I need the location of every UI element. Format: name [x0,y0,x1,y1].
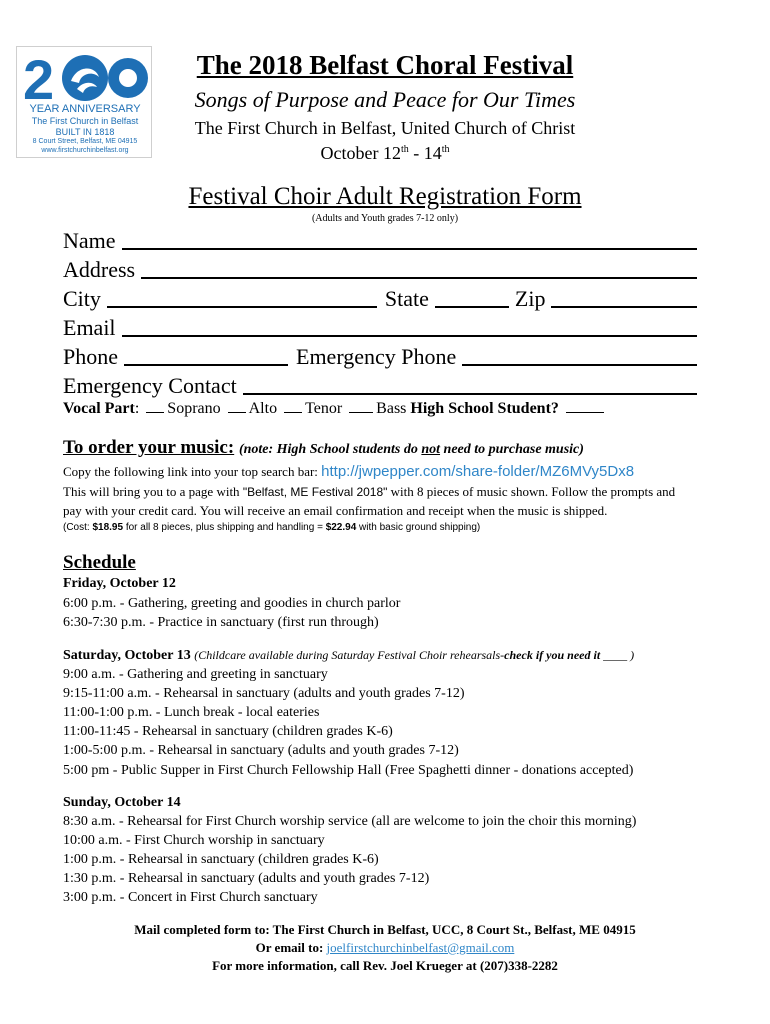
schedule-item: 9:15-11:00 a.m. - Rehearsal in sanctuary (adults and youth grades 7-12) [63,686,465,701]
cost-price: $18.95 [92,522,124,533]
phone-field[interactable] [124,364,288,366]
cost-total: $22.94 [325,522,357,533]
city-state-zip-row [63,284,699,312]
logo-web-text: www.firstchurchinbelfast.org [41,147,129,154]
instructions-post: with 8 pieces of music shown. Follow the prompts and [387,484,676,499]
music-heading-row [63,437,584,459]
logo-200-graphic [21,51,149,103]
cost-pre: (Cost: [63,522,93,533]
page-title: The 2018 Belfast Choral Festival [196,50,574,80]
phone-row [63,342,699,370]
svg-text:2: 2 [23,51,55,103]
address-field[interactable] [141,277,697,279]
high-school-blank[interactable] [566,411,604,413]
music-payment-line: pay with your credit card. You will receive an email confirmation and receipt when the music is shipped. [63,503,608,518]
email-label: Email [63,315,116,340]
vocal-part-row [63,400,703,418]
state-field[interactable] [435,306,509,308]
email-pre: Or email to: [255,940,327,955]
soprano-blank[interactable] [146,411,164,413]
vocal-part-colon: : [134,400,140,417]
schedule-item: 6:30-7:30 p.m. - Practice in sanctuary (first run through) [63,615,379,630]
music-link[interactable]: http://jwpepper.com/share-folder/MZ6MVy5Dx8 [321,463,635,480]
logo-anniversary-text: YEAR ANNIVERSARY [29,103,141,115]
email-field[interactable] [122,335,697,337]
schedule-item: 9:00 a.m. - Gathering and greeting in sanctuary [63,667,328,682]
soprano-label: Soprano [167,400,221,417]
date-start: October 12 [320,143,401,163]
emergency-contact-field[interactable] [243,393,697,395]
emergency-phone-label: Emergency Phone [296,344,457,369]
festival-dates [160,143,610,164]
logo-built-text: BUILT IN 1818 [55,127,115,137]
name-field[interactable] [122,248,697,250]
date-end: - 14 [408,143,442,163]
copy-link-line [63,463,634,480]
high-school-label: High School Student? [410,400,559,417]
music-heading: To order your music: [63,437,235,458]
form-title: Festival Choir Adult Registration Form [188,183,582,210]
festival-folder-name: "Belfast, ME Festival 2018" [242,485,388,499]
schedule-item: 11:00-1:00 p.m. - Lunch break - local eateries [63,705,320,720]
music-note-pre: (note: High School students do [238,442,422,457]
tenor-blank[interactable] [284,411,302,413]
state-label: State [384,286,429,311]
emergency-contact-label: Emergency Contact [63,373,237,398]
alto-blank[interactable] [228,411,246,413]
email-instructions [0,940,770,956]
music-note-post: need to purchase music) [440,442,584,457]
music-note-not: not [421,442,441,457]
form-note: (Adults and Youth grades 7-12 only) [311,213,459,224]
name-label: Name [63,228,116,253]
bass-blank[interactable] [349,411,373,413]
contact-email-link[interactable]: joelfirstchurchinbelfast@gmail.com [326,940,515,955]
cost-post: with basic ground shipping) [356,522,481,533]
email-row [63,313,699,341]
bass-label: Bass [376,400,407,417]
tenor-label: Tenor [305,400,343,417]
schedule-item: 6:00 p.m. - Gathering, greeting and goodies in church parlor [63,596,401,611]
church-name: The First Church in Belfast, United Church of Christ [194,118,576,138]
schedule-heading: Schedule [63,552,136,573]
date-start-suffix: th [400,144,409,155]
anniversary-logo [16,46,152,158]
schedule-item: 1:00 p.m. - Rehearsal in sanctuary (children grades K-6) [63,852,379,867]
logo-address-text: 8 Court Street, Belfast, ME 04915 [32,138,138,145]
mail-instructions: Mail completed form to: The First Church in Belfast, UCC, 8 Court St., Belfast, ME 04915 [134,922,636,937]
zip-field[interactable] [551,306,697,308]
schedule-item: 1:00-5:00 p.m. - Rehearsal in sanctuary (adults and youth grades 7-12) [63,743,459,758]
name-row [63,226,699,254]
music-cost-line [63,522,480,533]
music-instructions-line [63,484,675,500]
alto-label: Alto [248,400,278,417]
emergency-phone-field[interactable] [462,364,697,366]
vocal-part-label: Vocal Part [63,400,135,417]
copy-link-text: Copy the following link into your top search bar: [63,464,322,479]
sunday-heading: Sunday, October 14 [63,795,181,810]
music-note [239,442,584,457]
phone-label: Phone [63,344,118,369]
address-label: Address [63,257,136,282]
childcare-text: (Childcare available during Saturday Festival Choir rehearsals- [194,648,505,662]
zip-label: Zip [514,286,546,311]
address-row [63,255,699,283]
city-label: City [63,286,101,311]
friday-heading: Friday, October 12 [63,576,176,591]
saturday-heading-row [63,648,634,664]
schedule-item: 8:30 a.m. - Rehearsal for First Church worship service (all are welcome to join the choir this morning) [63,814,637,829]
schedule-item: 1:30 p.m. - Rehearsal in sanctuary (adults and youth grades 7-12) [63,871,430,886]
page-subtitle: Songs of Purpose and Peace for Our Times [194,87,576,112]
city-field[interactable] [107,306,377,308]
instructions-pre: This will bring you to a page with [63,484,243,499]
schedule-item: 11:00-11:45 - Rehearsal in sanctuary (children grades K-6) [63,724,393,739]
childcare-blank[interactable]: ____ ) [600,648,635,662]
schedule-item: 3:00 p.m. - Concert in First Church sanctuary [63,890,318,905]
saturday-heading: Saturday, October 13 [63,648,191,663]
cost-mid: for all 8 pieces, plus shipping and handling = [123,522,326,533]
schedule-item: 5:00 pm - Public Supper in First Church Fellowship Hall (Free Spaghetti dinner - donations accepted) [63,763,634,778]
schedule-item: 10:00 a.m. - First Church worship in sanctuary [63,833,325,848]
childcare-note [194,648,634,662]
childcare-check-text: check if you need it [504,648,601,662]
contact-info: For more information, call Rev. Joel Krueger at (207)338-2282 [212,958,558,973]
emergency-contact-row [63,371,699,399]
date-end-suffix: th [441,144,450,155]
logo-church-text: The First Church in Belfast [31,116,139,126]
